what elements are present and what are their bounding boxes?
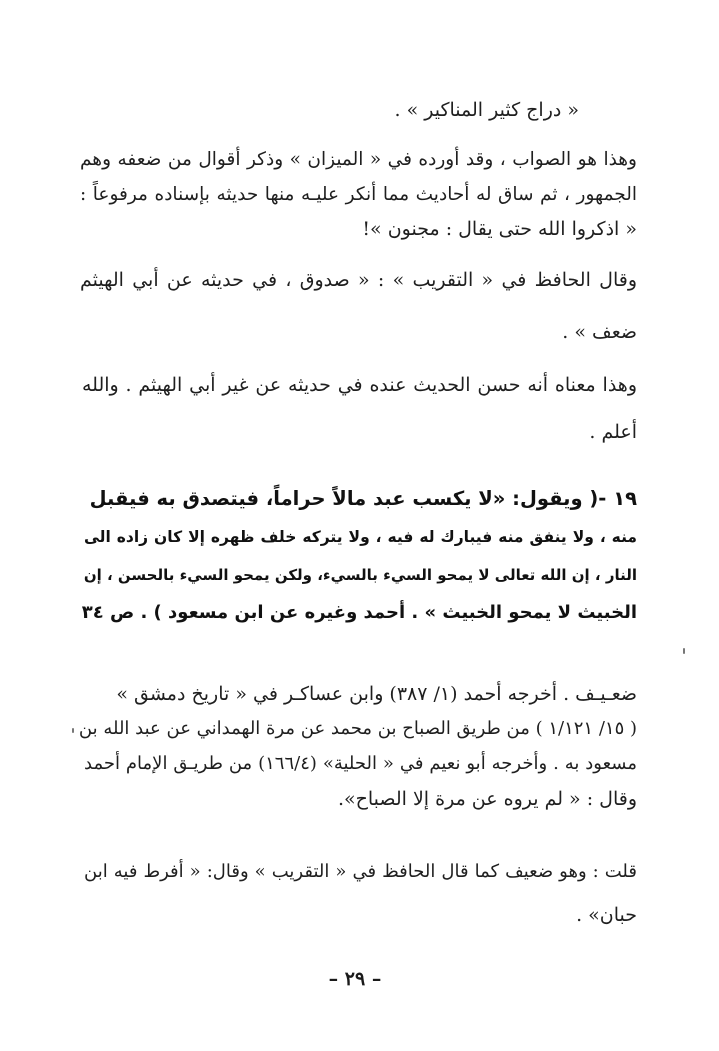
text-line: ضعف » . [562,321,637,343]
text-line: وقال : « لم يروه عن مرة إلا الصباح». [337,788,637,810]
page-number: – ٢٩ – [328,968,382,990]
text-line: الجمهور ، ثم ساق له أحاديث مما أنكر عليـه منها حديثه بإسناده مرفوعاً : [80,184,637,205]
hadith-line: النار ، إن الله تعالى لا يمحو السيء بالسيء، ولكن يمحو السيء بالحسن ، إن [83,566,637,584]
text-line: قلت : وهو ضعيف كما قال الحافظ في « التقريب » وقال: « أفرط فيه ابن [84,861,637,882]
text-line: ضعـيـف . أخرجه أحمد (١/ ٣٨٧) وابن عساكـر في « تاريخ دمشق » [116,683,637,705]
text-line: ( ١٥/ ١/١٢١ ) من طريق الصباح بن محمد عن مرة الهمداني عن عبد الله بن [78,718,637,739]
text-line: مسعود به . وأخرجه أبو نعيم في « الحلية» (١٦٦/٤) من طريـق الإمام أحمد [84,753,637,774]
hadith-line: الخبيث لا يمحو الخبيث » . أحمد وغيره عن ابن مسعود ) . ص ٣٤ [81,602,637,623]
scan-speck [72,728,74,733]
text-line: وقال الحافظ في « التقريب » : « صدوق ، في حديثه عن أبي الهيثم [80,269,637,291]
hadith-line: منه ، ولا ينفق منه فيبارك له فيه ، ولا يتركه خلف ظهره إلا كان زاده الى [84,528,637,546]
text-line: حبان» . [576,904,637,926]
scan-speck [683,648,685,654]
text-line: وهذا معناه أنه حسن الحديث عنده في حديثه عن غير أبي الهيثم . والله [82,374,637,396]
hadith-line: ١٩ -( ويقول: «لا يكسب عبد مالاً حراماً، فيتصدق به فيقبل [89,487,637,510]
text-line: « دراج كثير المناكير » . [394,99,579,121]
text-line: أعلم . [589,421,637,443]
text-line: « اذكروا الله حتى يقال : مجنون »! [362,218,637,240]
text-line: وهذا هو الصواب ، وقد أورده في « الميزان » وذكر أقوال من ضعفه وهم [80,149,637,170]
